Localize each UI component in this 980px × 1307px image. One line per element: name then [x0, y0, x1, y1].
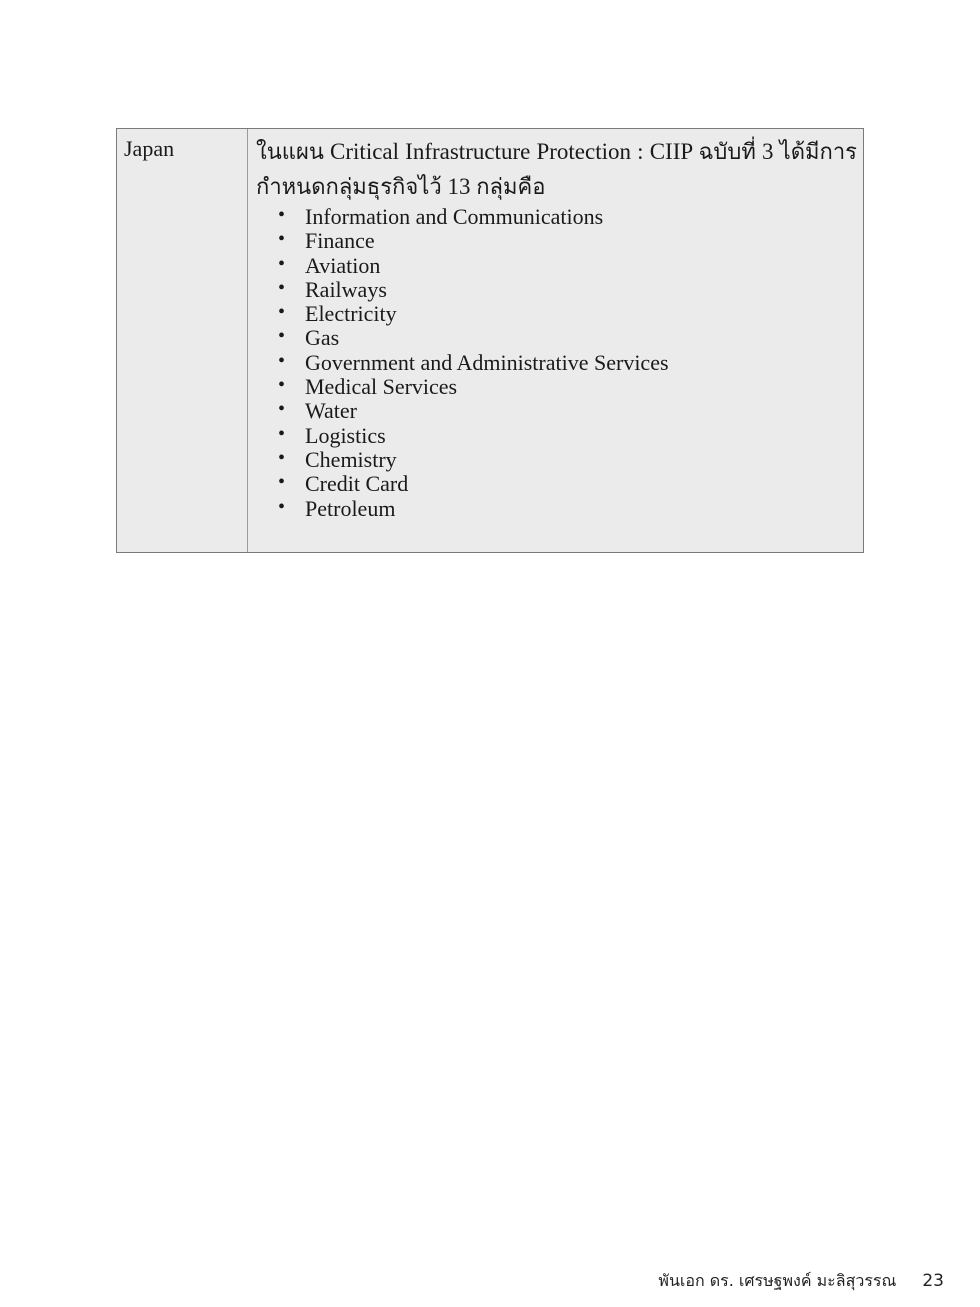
list-item	[278, 229, 857, 253]
footer-author: พันเอก ดร. เศรษฐพงค์ มะลิสุวรรณ	[658, 1271, 897, 1290]
list-item-label: Medical Services	[305, 374, 458, 400]
list-item-label: Railways	[305, 276, 387, 302]
list-item	[278, 424, 857, 448]
list-item	[278, 326, 857, 350]
bullet-icon: •	[278, 349, 286, 372]
intro-prefix: ในแผน	[256, 140, 324, 165]
sector-table	[116, 128, 864, 553]
list-item	[278, 205, 857, 229]
plan-name: Critical Infrastructure Protection : CIIP	[323, 139, 699, 164]
list-item-label: Credit Card	[305, 471, 409, 497]
bullet-icon: •	[278, 325, 286, 348]
country-cell	[117, 129, 248, 552]
bullet-icon: •	[278, 276, 286, 299]
list-item	[278, 302, 857, 326]
list-item	[278, 278, 857, 302]
sector-list	[256, 205, 857, 521]
defined-label: ได้มีการกำหนดกลุ่มธุรกิจไว้	[256, 140, 857, 200]
list-item	[278, 399, 857, 423]
groups-label: กลุ่มคือ	[476, 175, 546, 200]
list-item-label: Gas	[305, 325, 340, 351]
list-item-label: Chemistry	[305, 446, 397, 472]
list-item-label: Water	[305, 398, 357, 424]
intro-paragraph	[256, 135, 857, 205]
list-item-label: Logistics	[305, 422, 386, 448]
bullet-icon: •	[278, 301, 286, 324]
list-item-label: Finance	[305, 228, 375, 254]
list-item-label: Petroleum	[305, 495, 396, 521]
bullet-icon: •	[278, 228, 286, 251]
sectors-cell	[248, 129, 863, 552]
bullet-icon: •	[278, 374, 286, 397]
list-item	[278, 472, 857, 496]
bullet-icon: •	[278, 422, 286, 445]
list-item	[278, 254, 857, 278]
list-item	[278, 375, 857, 399]
bullet-icon: •	[278, 204, 286, 226]
list-item-label: Information and Communications	[305, 204, 604, 229]
list-item-label: Government and Administrative Services	[305, 349, 669, 375]
edition-label: ฉบับที่	[698, 140, 756, 165]
page-footer	[658, 1268, 944, 1294]
page-number: 23	[922, 1271, 944, 1291]
group-count: 13	[441, 174, 477, 199]
bullet-icon: •	[278, 471, 286, 494]
list-item-label: Electricity	[305, 301, 397, 327]
bullet-icon: •	[278, 495, 286, 518]
country-name: Japan	[124, 136, 175, 161]
list-item	[278, 497, 857, 521]
edition-number: 3	[755, 139, 780, 164]
bullet-icon: •	[278, 398, 286, 421]
bullet-icon: •	[278, 446, 286, 469]
list-item-label: Aviation	[305, 252, 381, 278]
bullet-icon: •	[278, 252, 286, 275]
list-item	[278, 351, 857, 375]
list-item	[278, 448, 857, 472]
